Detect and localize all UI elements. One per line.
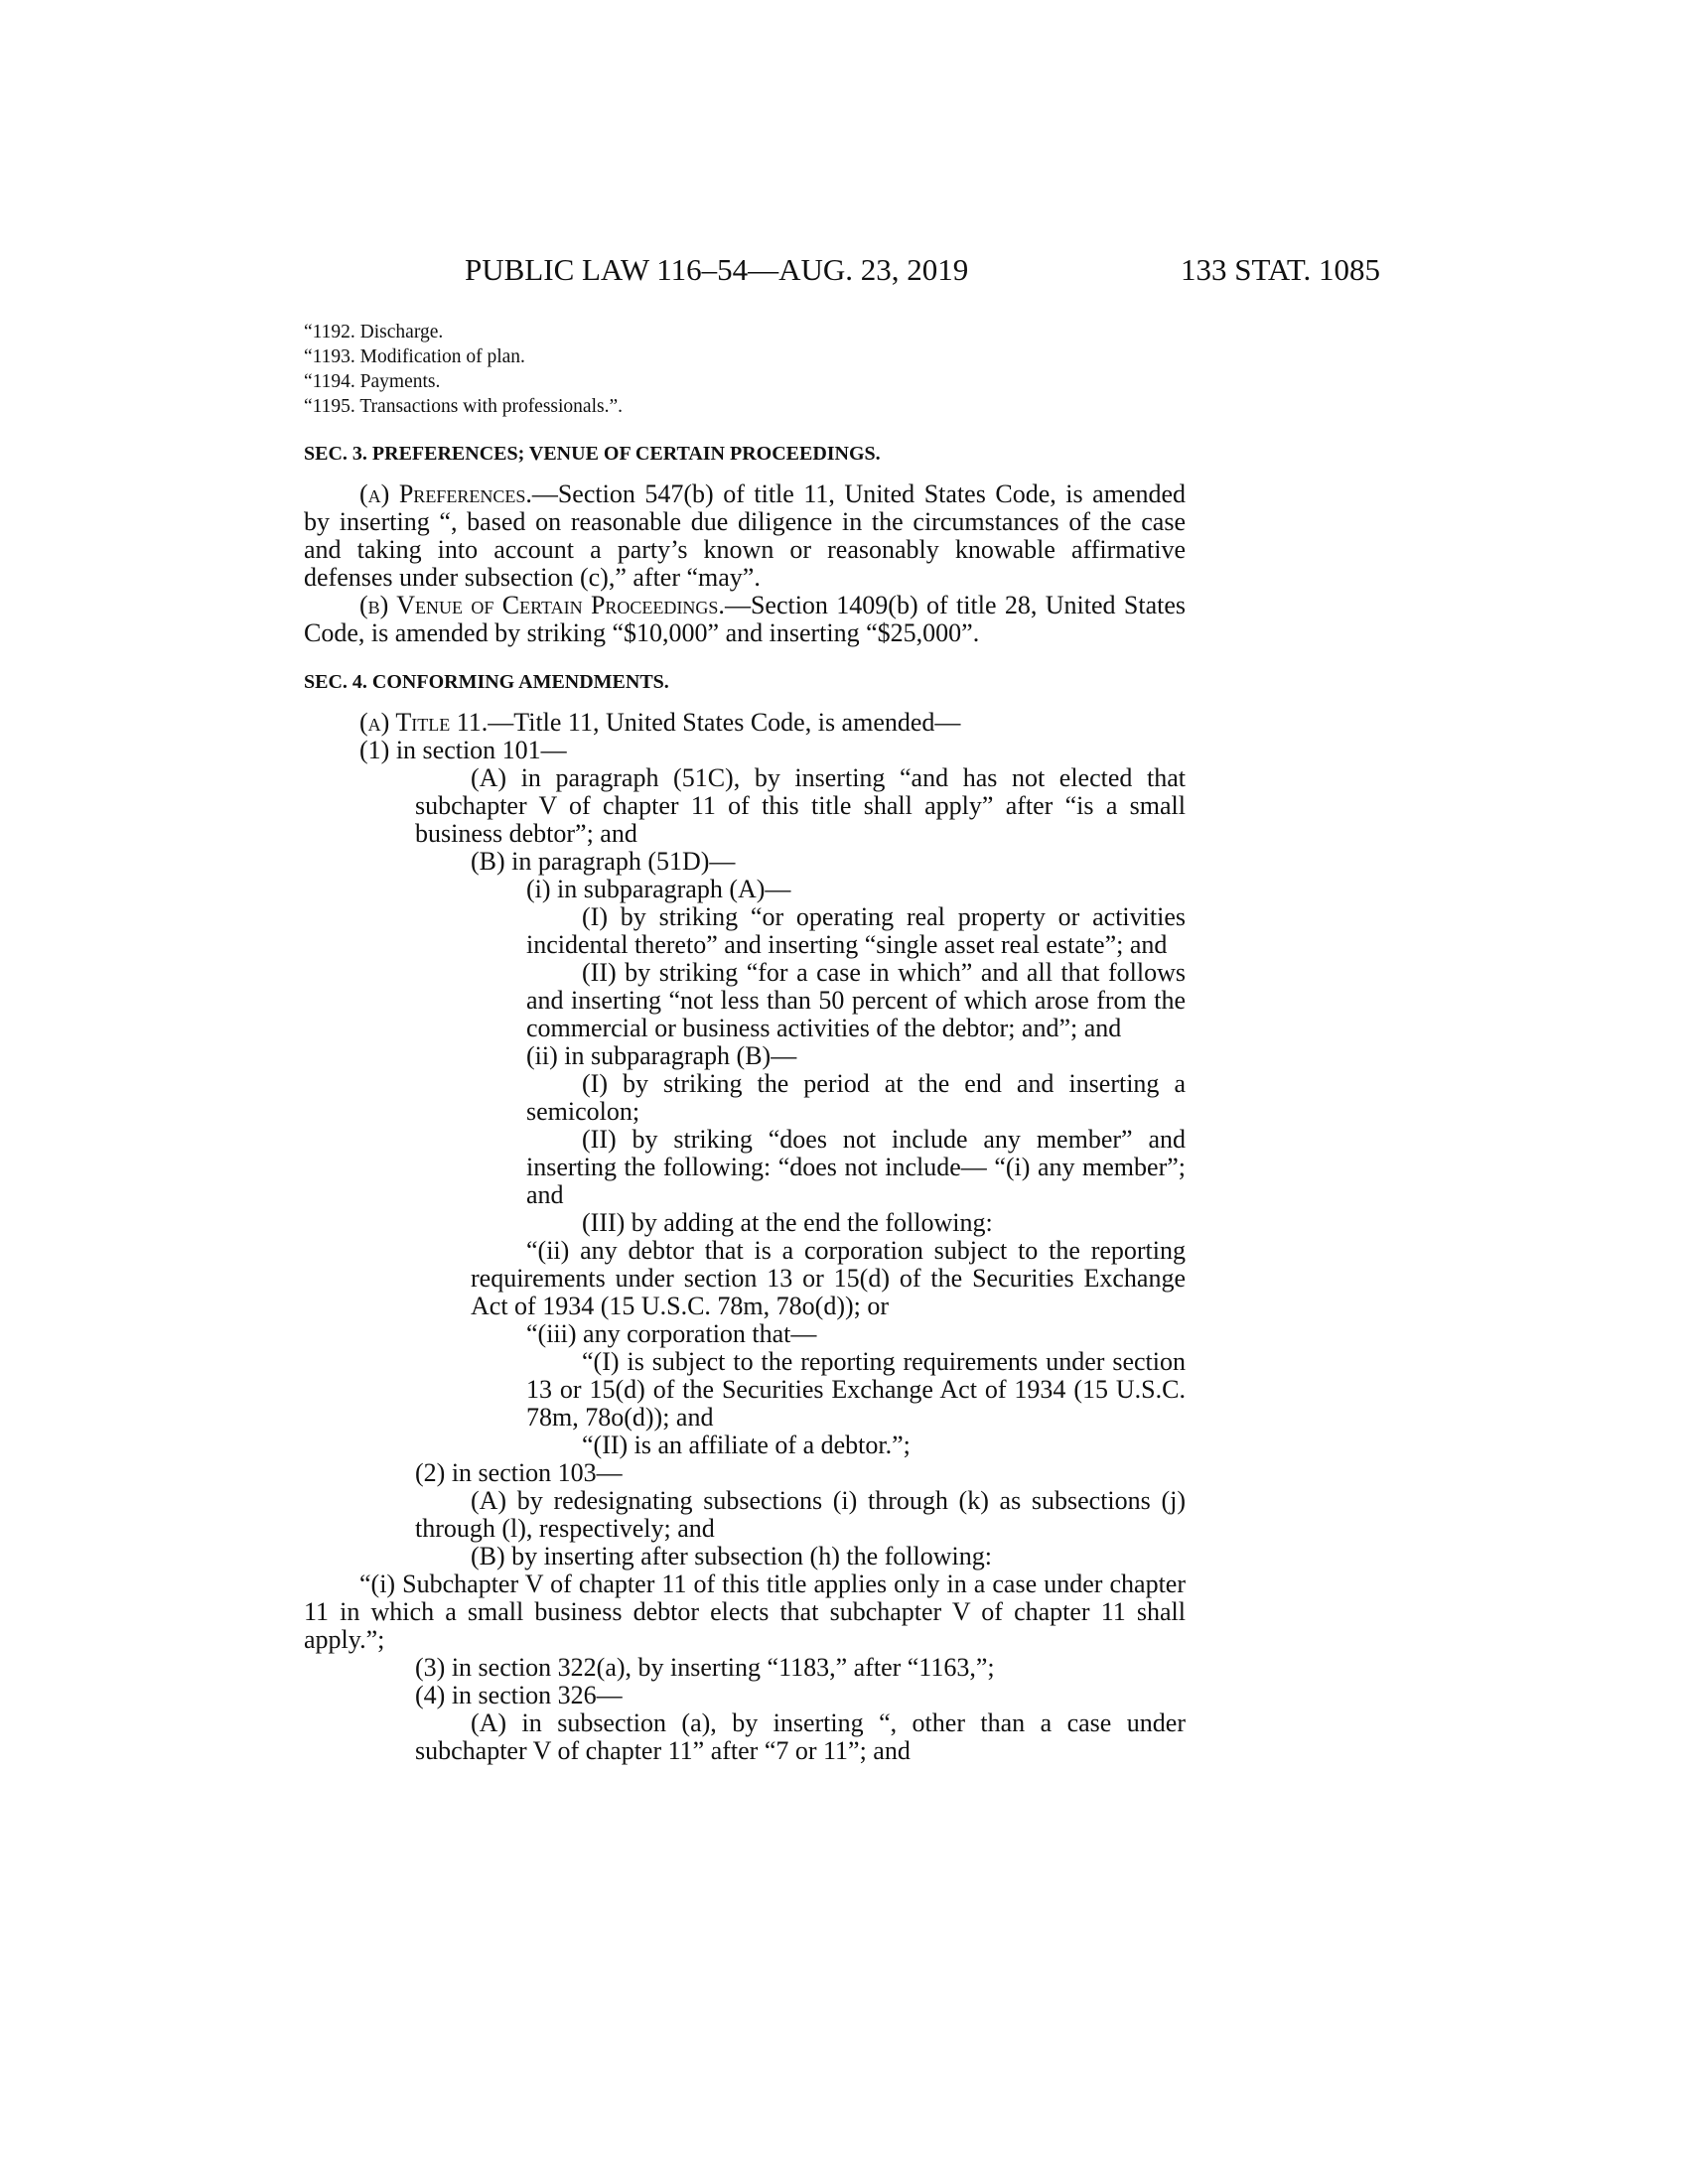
quoted-subsection-i: “(i) Subchapter V of chapter 11 of this title applies only in a case under chapter 11 in which a small business debtor elects that subchapter V of chapter 11 shall apply.”; xyxy=(304,1570,1186,1654)
paragraph-1-B: (B) in paragraph (51D)— xyxy=(471,847,736,876)
paragraph-3: (3) in section 322(a), by inserting “1183,” after “1163,”; xyxy=(415,1653,995,1682)
paragraph-2-B: (B) by inserting after subsection (h) the following: xyxy=(471,1542,992,1570)
table-of-sections xyxy=(304,320,1186,419)
clause-1-B-i: (i) in subparagraph (A)— xyxy=(526,875,791,903)
sec3-subsection-a xyxy=(304,480,1186,592)
sec3-b-text: —Section 1409(b) of title 28, United States Code, is amended by striking “$10,000” and inserting “$25,000”. xyxy=(304,591,1186,647)
paragraph-4: (4) in section 326— xyxy=(415,1681,623,1709)
sec4-a-text: —Title 11, United States Code, is amended— xyxy=(488,708,961,737)
quoted-clause-ii: “(ii) any debtor that is a corporation subject to the reporting requirements under section 13 or 15(d) of the Securities Exchange Act of 1934 (15 U.S.C. 78m, 78o(d)); or xyxy=(471,1236,1186,1320)
page-citation: 133 STAT. 1085 xyxy=(1180,252,1380,287)
subclause-1-B-ii-I: (I) by striking the period at the end and inserting a semicolon; xyxy=(526,1069,1186,1126)
quoted-clause-iii: “(iii) any corporation that— xyxy=(526,1319,817,1348)
paragraph-4-A: (A) in subsection (a), by inserting “, other than a case under subchapter V of chapter 11” after “7 or 11”; and xyxy=(415,1708,1186,1765)
subclause-1-B-i-II: (II) by striking “for a case in which” and all that follows and inserting “not less than 50 percent of which arose from the commercial or business activities of the debtor; and”; and xyxy=(526,958,1186,1042)
toc-item: “1194. Payments. xyxy=(304,371,441,392)
subclause-1-B-i-I: (I) by striking “or operating real property or activities incidental thereto” and inserting “single asset real estate”; and xyxy=(526,902,1186,959)
sec3-a-text: —Section 547(b) of title 11, United States Code, is amended by inserting “, based on reasonable due diligence in the circumstances of the case and taking into account a party’s known or reasonably knowable affirmative defenses under subsection (c),” after “may”. xyxy=(304,479,1186,592)
sec4-subsection-a xyxy=(304,709,1186,737)
paragraph-2-A: (A) by redesignating subsections (i) through (k) as subsections (j) through (l), respectively; and xyxy=(415,1486,1186,1543)
sec3-subsection-b xyxy=(304,592,1186,647)
document-body xyxy=(304,320,1186,1765)
quoted-subclause-II: “(II) is an affiliate of a debtor.”; xyxy=(582,1431,911,1459)
paragraph-1-A: (A) in paragraph (51C), by inserting “and has not elected that subchapter V of chapter 11 of this title shall apply” after “is a small business debtor”; and xyxy=(415,763,1186,848)
toc-item: “1192. Discharge. xyxy=(304,322,444,342)
subclause-1-B-ii-II: (II) by striking “does not include any member” and inserting the following: “does not include— “(i) any member”; and xyxy=(526,1125,1186,1209)
section-4-heading: SEC. 4. CONFORMING AMENDMENTS. xyxy=(304,671,669,693)
quoted-subclause-I: “(I) is subject to the reporting requirements under section 13 or 15(d) of the Securities Exchange Act of 1934 (15 U.S.C. 78m, 78o(d)); and xyxy=(526,1347,1186,1432)
paragraph-1: (1) in section 101— xyxy=(359,736,567,764)
running-head xyxy=(298,250,1380,290)
clause-1-B-ii: (ii) in subparagraph (B)— xyxy=(526,1041,797,1070)
running-head-title: PUBLIC LAW 116–54—AUG. 23, 2019 xyxy=(465,252,969,287)
subclause-1-B-ii-III: (III) by adding at the end the following: xyxy=(582,1208,993,1237)
sec3-b-caption: (b) Venue of Certain Proceedings. xyxy=(359,591,725,619)
sec4-a-caption: (a) Title 11. xyxy=(359,708,489,737)
section-3-heading: SEC. 3. PREFERENCES; VENUE OF CERTAIN PROCEEDINGS. xyxy=(304,443,881,465)
toc-item: “1193. Modification of plan. xyxy=(304,346,525,367)
sec3-a-caption: (a) Preferences. xyxy=(359,479,532,508)
paragraph-2: (2) in section 103— xyxy=(415,1458,623,1487)
toc-item: “1195. Transactions with professionals.”. xyxy=(304,396,623,417)
